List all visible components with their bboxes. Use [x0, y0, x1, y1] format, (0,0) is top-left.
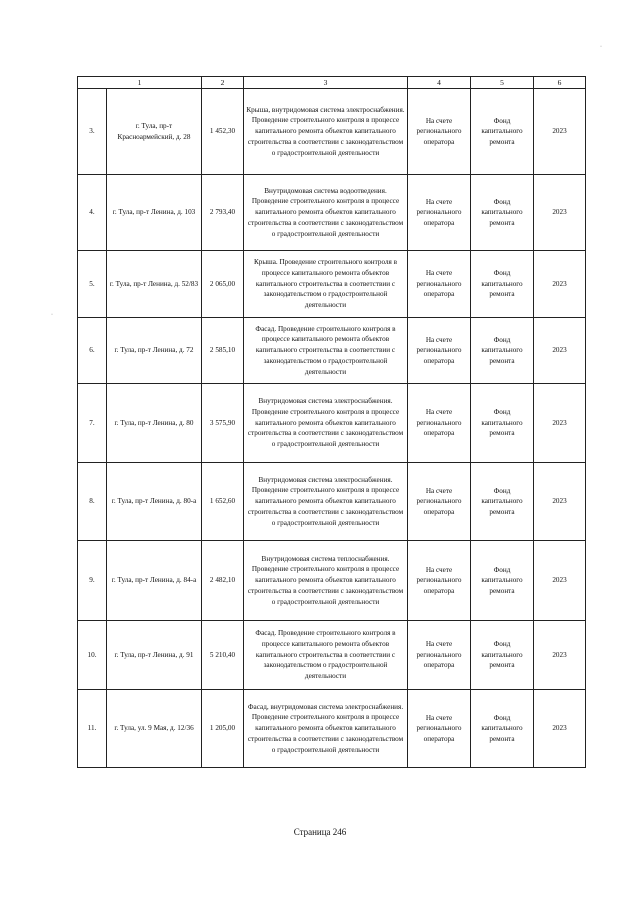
row-year: 2023 [534, 89, 586, 175]
scan-speck: · [600, 44, 602, 50]
row-address: г. Тула, пр-т Ленина, д. 80 [107, 384, 202, 463]
row-account: На счете регионального оператора [408, 463, 471, 541]
row-account: На счете регионального оператора [408, 89, 471, 175]
row-work: Фасад. Проведение строительного контроля в процессе капитального ремонта объектов капитального строительства в соответствии с законодательством о градостроительной деятельности [244, 318, 408, 384]
row-year: 2023 [534, 541, 586, 621]
row-year: 2023 [534, 318, 586, 384]
table-row [78, 89, 586, 175]
row-account: На счете регионального оператора [408, 175, 471, 251]
row-number: 11. [78, 690, 107, 768]
table-row [78, 384, 586, 463]
row-fund: Фонд капитального ремонта [471, 251, 534, 318]
header-cell: 3 [244, 77, 408, 89]
row-work: Внутридомовая система электроснабжения. Проведение строительного контроля в процессе капитального ремонта объектов капитального строительства в соответствии с законодательством о градостроительной деятельности [244, 384, 408, 463]
row-area: 1 652,60 [202, 463, 244, 541]
row-year: 2023 [534, 384, 586, 463]
row-address: г. Тула, пр-т Ленина, д. 52/83 [107, 251, 202, 318]
row-number: 7. [78, 384, 107, 463]
row-account: На счете регионального оператора [408, 251, 471, 318]
header-cell: 6 [534, 77, 586, 89]
row-number: 5. [78, 251, 107, 318]
row-address: г. Тула, пр-т Ленина, д. 72 [107, 318, 202, 384]
header-cell: 1 [78, 77, 202, 89]
row-year: 2023 [534, 251, 586, 318]
row-fund: Фонд капитального ремонта [471, 89, 534, 175]
row-year: 2023 [534, 621, 586, 690]
table-row [78, 541, 586, 621]
row-work: Крыша. Проведение строительного контроля в процессе капитального ремонта объектов капитального строительства в соответствии с законодательством о градостроительной деятельности [244, 251, 408, 318]
page-number: Страница 246 [293, 827, 347, 837]
row-year: 2023 [534, 463, 586, 541]
row-work: Внутридомовая система водоотведения. Проведение строительного контроля в процессе капитального ремонта объектов капитального строительства в соответствии с законодательством о градостроительной деятельности [244, 175, 408, 251]
row-fund: Фонд капитального ремонта [471, 690, 534, 768]
row-address: г. Тула, пр-т Ленина, д. 84-а [107, 541, 202, 621]
row-address: г. Тула, пр-т Ленина, д. 80-а [107, 463, 202, 541]
header-cell: 2 [202, 77, 244, 89]
row-year: 2023 [534, 175, 586, 251]
row-number: 3. [78, 89, 107, 175]
row-area: 1 205,00 [202, 690, 244, 768]
row-work: Фасад. Проведение строительного контроля в процессе капитального ремонта объектов капитального строительства в соответствии с законодательством о градостроительной деятельности [244, 621, 408, 690]
row-account: На счете регионального оператора [408, 621, 471, 690]
row-work: Крыша, внутридомовая система электроснабжения. Проведение строительного контроля в процессе капитального ремонта объектов капитального строительства в соответствии с законодательством о градостроительной деятельности [244, 89, 408, 175]
capital-repair-table [77, 76, 586, 768]
row-area: 2 065,00 [202, 251, 244, 318]
row-number: 8. [78, 463, 107, 541]
row-area: 2 482,10 [202, 541, 244, 621]
row-area: 2 793,40 [202, 175, 244, 251]
row-fund: Фонд капитального ремонта [471, 384, 534, 463]
row-number: 4. [78, 175, 107, 251]
row-area: 3 575,90 [202, 384, 244, 463]
row-fund: Фонд капитального ремонта [471, 541, 534, 621]
row-address: г. Тула, ул. 9 Мая, д. 12/36 [107, 690, 202, 768]
row-address: г. Тула, пр-т Ленина, д. 91 [107, 621, 202, 690]
table-header-row [78, 77, 586, 89]
table-row [78, 621, 586, 690]
row-fund: Фонд капитального ремонта [471, 621, 534, 690]
row-fund: Фонд капитального ремонта [471, 463, 534, 541]
row-number: 10. [78, 621, 107, 690]
row-address: г. Тула, пр-т Красноармейский, д. 28 [107, 89, 202, 175]
row-area: 2 585,10 [202, 318, 244, 384]
row-year: 2023 [534, 690, 586, 768]
row-fund: Фонд капитального ремонта [471, 318, 534, 384]
row-account: На счете регионального оператора [408, 384, 471, 463]
table-row [78, 690, 586, 768]
row-fund: Фонд капитального ремонта [471, 175, 534, 251]
table-row [78, 175, 586, 251]
table-row [78, 463, 586, 541]
row-account: На счете регионального оператора [408, 318, 471, 384]
row-account: На счете регионального оператора [408, 541, 471, 621]
row-number: 9. [78, 541, 107, 621]
header-cell: 4 [408, 77, 471, 89]
row-number: 6. [78, 318, 107, 384]
row-work: Внутридомовая система электроснабжения. Проведение строительного контроля в процессе капитального ремонта объектов капитального строительства в соответствии с законодательством о градостроительной деятельности [244, 463, 408, 541]
row-area: 1 452,30 [202, 89, 244, 175]
table-row [78, 251, 586, 318]
row-work: Внутридомовая система теплоснабжения. Проведение строительного контроля в процессе капитального ремонта объектов капитального строительства в соответствии с законодательством о градостроительной деятельности [244, 541, 408, 621]
scan-speck: · [51, 312, 53, 318]
row-work: Фасад, внутридомовая система электроснабжения. Проведение строительного контроля в процессе капитального ремонта объектов капитального строительства в соответствии с законодательством о градостроительной деятельности [244, 690, 408, 768]
row-area: 5 210,40 [202, 621, 244, 690]
row-account: На счете регионального оператора [408, 690, 471, 768]
table-row [78, 318, 586, 384]
header-cell: 5 [471, 77, 534, 89]
row-address: г. Тула, пр-т Ленина, д. 103 [107, 175, 202, 251]
